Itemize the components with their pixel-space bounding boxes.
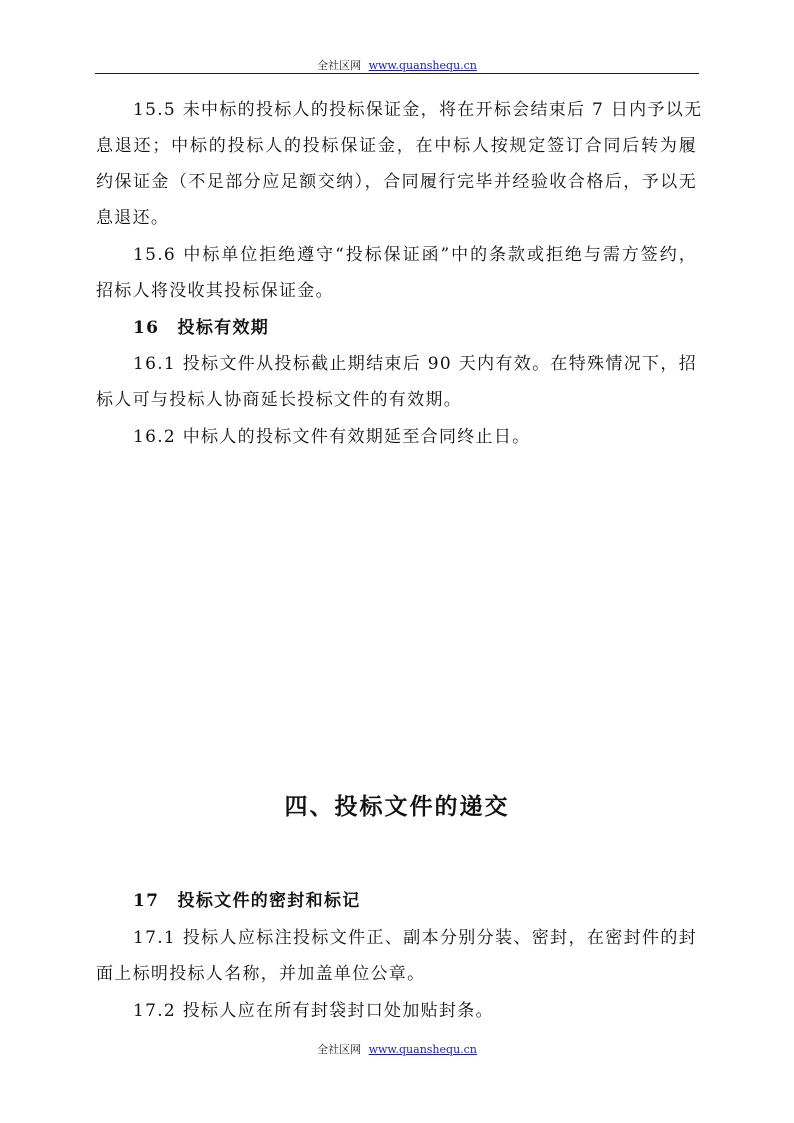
header-rule [95, 73, 699, 74]
paragraph-15-5-line-1: 15.5 未中标的投标人的投标保证金，将在开标会结束后 7 日内予以无 [133, 100, 703, 120]
paragraph-16-1-line-2: 标人可与投标人协商延长投标文件的有效期。 [96, 390, 462, 410]
paragraph-15-5-line-2: 息退还；中标的投标人的投标保证金，在中标人按规定签订合同后转为履 [96, 136, 697, 156]
paragraph-17-1-line-1: 17.1 投标人应标注投标文件正、副本分别分装、密封，在密封件的封 [133, 928, 697, 948]
header-site-name: 全社区网 [317, 59, 362, 72]
paragraph-15-5-line-4: 息退还。 [96, 208, 170, 228]
paragraph-15-6-line-1: 15.6 中标单位拒绝遵守“投标保证函”中的条款或拒绝与需方签约， [133, 245, 697, 265]
paragraph-16-1-line-1: 16.1 投标文件从投标截止期结束后 90 天内有效。在特殊情况下，招 [133, 354, 697, 374]
header-site-link[interactable]: www.quanshequ.cn [368, 59, 477, 72]
page-header [0, 57, 794, 73]
footer-site-link[interactable]: www.quanshequ.cn [368, 1043, 477, 1056]
paragraph-17-2: 17.2 投标人应在所有封袋封口处加贴封条。 [133, 1001, 494, 1021]
page-footer [0, 1041, 794, 1057]
section-title: 四、投标文件的递交 [284, 793, 510, 820]
heading-16: 16 投标有效期 [133, 318, 270, 338]
footer-site-name: 全社区网 [317, 1043, 362, 1056]
paragraph-16-2: 16.2 中标人的投标文件有效期延至合同终止日。 [133, 427, 531, 447]
paragraph-15-5-line-3: 约保证金（不足部分应足额交纳），合同履行完毕并经验收合格后，予以无 [96, 172, 697, 192]
paragraph-15-6-line-2: 招标人将没收其投标保证金。 [96, 281, 334, 301]
heading-17: 17 投标文件的密封和标记 [133, 891, 361, 911]
paragraph-17-1-line-2: 面上标明投标人名称，并加盖单位公章。 [96, 964, 426, 984]
